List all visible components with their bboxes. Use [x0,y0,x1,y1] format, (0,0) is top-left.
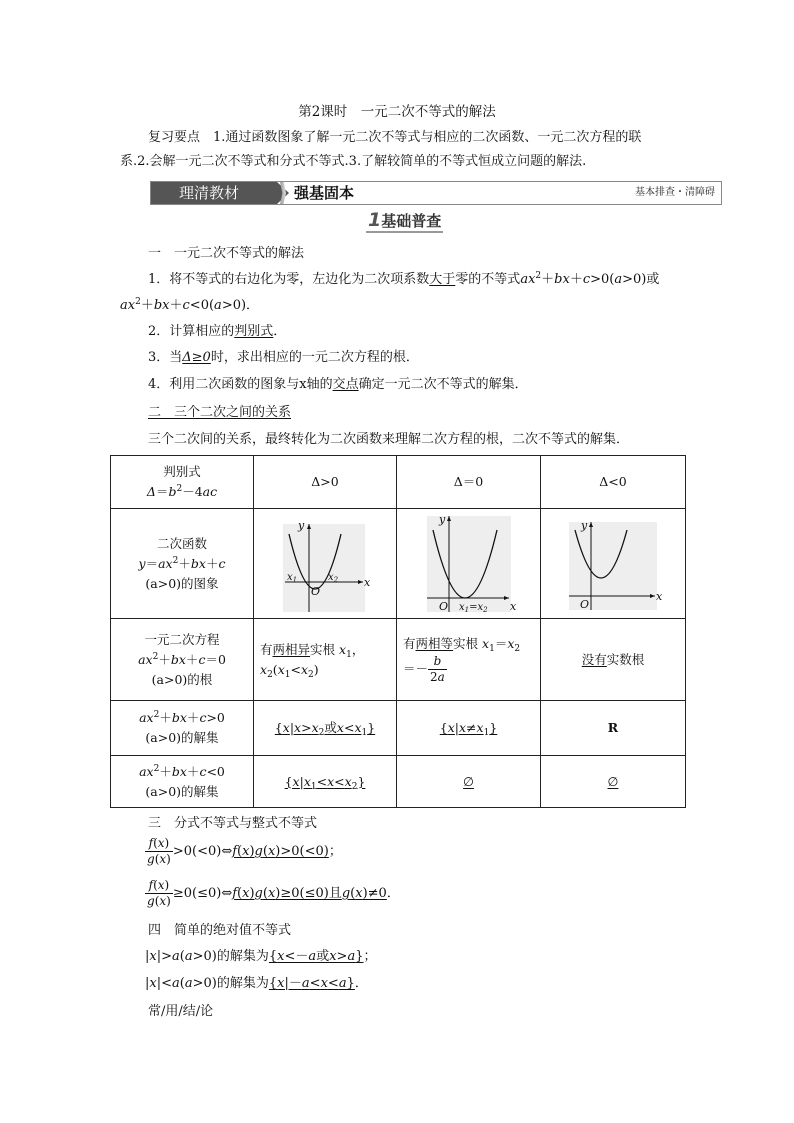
step2-underline: 判别式 [234,324,274,339]
graph-no-root [541,509,686,619]
banner-left-label: 理清教材 [151,182,277,204]
svg-text:O: O [438,599,448,613]
quadratic-function-graph-label: (a>0)的图象 [145,575,219,591]
equation-roots-label: (a>0)的根 [151,671,213,687]
s1-step1: 1．将不等式的右边化为零，左边化为二次项系数大于零的不等式$ax^2+bx+c>0(a>0)$或 [148,271,660,287]
svg-text:x: x [364,575,371,589]
header-col-3: Δ<0 [541,456,686,509]
roots-one-underline: 两相等 [415,636,454,651]
step3-underline: Δ≥0 [182,350,211,365]
s3-line2: $\frac{f(x)}{g(x)}$ ≥0(≤0)⇔f(x)g(x)≥0(≤0)且g(x)≠0． [147,878,400,908]
svg-text:O: O [580,597,590,611]
svg-text:y: y [581,518,588,532]
step1-pre: 1．将不等式的右边化为零，左边化为二次项系数 [148,272,430,287]
roots-two-post: 实根 [310,641,336,657]
equation-formula: $ax^2+bx+c=0$ [138,651,226,667]
table-row [111,701,686,756]
solution-lt-one: ∅ [397,756,541,808]
s1-step2 [148,322,286,342]
badge-number: 1 [368,209,382,231]
solution-gt-one: $\{x|x\ne x_1\}$ [397,701,541,756]
banner-right-label: 基本排查・清障碍 [635,187,715,198]
s4-line1: |x|>a(a>0)的解集为{x<－a或x>a}； [145,949,377,964]
svg-text:y: y [298,518,305,532]
header-col-1: Δ>0 [254,456,397,509]
svg-text:x2: $x_2$ [328,571,339,584]
common-conclusions-heading: 常/用/结/论 [148,1004,214,1019]
table-cell [111,619,254,701]
s2-heading [148,403,291,423]
review-line-2: 系.2.会解一元二次不等式和分式不等式.3.了解较简单的不等式恒成立问题的解法. [120,154,587,169]
s3-line1: $\frac{f(x)}{g(x)}$ >0(<0)⇔f(x)g(x)>0(<0)； [147,836,342,866]
banner-middle-label: 强基固本 [294,184,355,202]
quadratic-function-label: 二次函数 [156,535,207,551]
s4-line2: |x|<a(a>0)的解集为{x|－a<x<a}． [145,976,368,991]
quadratic-function-formula: $y=ax^2+bx+c$ [138,555,226,571]
s3-heading: 三 分式不等式与整式不等式 [148,816,318,831]
graph-two-roots [254,509,397,619]
ineq-lt-label: (a>0)的解集 [145,783,219,799]
svg-text:y: y [438,512,445,526]
solution-gt-none: R [541,701,686,756]
svg-text:x1=x2: $x_1=x_2$ [458,601,488,614]
s1-heading: 一 一元二次不等式的解法 [148,246,305,261]
roots-one-pre: 有 [403,636,416,651]
table-cell [111,456,254,509]
discriminant-label: 判别式 [163,464,201,479]
roots-none-underline: 没有 [581,651,607,667]
table-cell [111,509,254,619]
section-badge [366,209,443,233]
table-row [111,456,686,509]
svg-text:x: x [656,589,663,603]
s2-intro: 三个二次间的关系，最终转化为二次函数来理解二次方程的根，二次不等式的解集． [148,432,630,447]
step1-post: 零的不等式 [455,272,521,287]
svg-text:x1: $x_1$ [287,571,298,584]
s4-heading: 四 简单的绝对值不等式 [148,923,292,938]
roots-none [541,619,686,701]
solution-gt-two: {$x|x>x_2$或$x<x_1$} [254,701,397,756]
svg-text:x: x [509,599,516,613]
graph-one-root [397,509,541,619]
s2-heading-text: 二 三个二次之间的关系 [148,405,292,420]
step3-post: 时，求出相应的一元二次方程的根． [210,350,419,365]
table-row [111,619,686,701]
table-cell [111,756,254,808]
three-quadratics-table [110,455,686,808]
section-banner [150,181,722,205]
step4-pre: 4．利用二次函数的图象与x轴的 [148,377,333,392]
roots-two-pre: 有 [260,641,273,657]
ineq-gt-label: (a>0)的解集 [145,730,219,745]
header-col-2: Δ＝0 [397,456,541,509]
ineq-gt-formula: $ax^2+bx+c>0$ [139,710,225,725]
roots-two-underline: 两相异 [272,641,311,657]
review-line-1: 复习要点 1.通过函数图象了解一元二次不等式与相应的二次函数、一元二次方程的联 [148,130,642,145]
step1-underline: 大于 [429,272,456,287]
lesson-title: 第2课时 一元二次不等式的解法 [298,104,496,120]
roots-one-post: 实根 [453,636,479,651]
table-row [111,509,686,619]
table-cell [111,701,254,756]
step4-post: 确定一元二次不等式的解集． [358,377,528,392]
svg-text:O: O [311,584,321,598]
step2-post: ． [273,324,287,339]
s1-step1-cont: $ax^2+bx+c<0(a>0)$． [120,297,260,313]
roots-none-post: 实数根 [606,651,645,667]
ineq-lt-formula: $ax^2+bx+c<0$ [139,763,225,779]
table-row [111,756,686,808]
badge-text: 基础普查 [381,212,442,230]
equation-label: 一元二次方程 [144,631,220,647]
step3-pre: 3．当 [148,350,183,365]
roots-one: 有两相等实根 $x_1=x_2$ ＝－ $\frac{b}{2a}$ [397,619,541,701]
solution-lt-two: $\{x|x_1<x<x_2\}$ [254,756,397,808]
s1-step4 [148,375,528,395]
s1-step3 [148,348,419,368]
solution-lt-none: ∅ [541,756,686,808]
discriminant-formula: $\Delta=b^2-4ac$ [146,484,218,499]
step2-pre: 2．计算相应的 [148,324,235,339]
step4-underline: 交点 [332,377,359,392]
roots-two: 有两相异实根 $x_1$， $x_2(x_1<x_2)$ [254,619,397,701]
